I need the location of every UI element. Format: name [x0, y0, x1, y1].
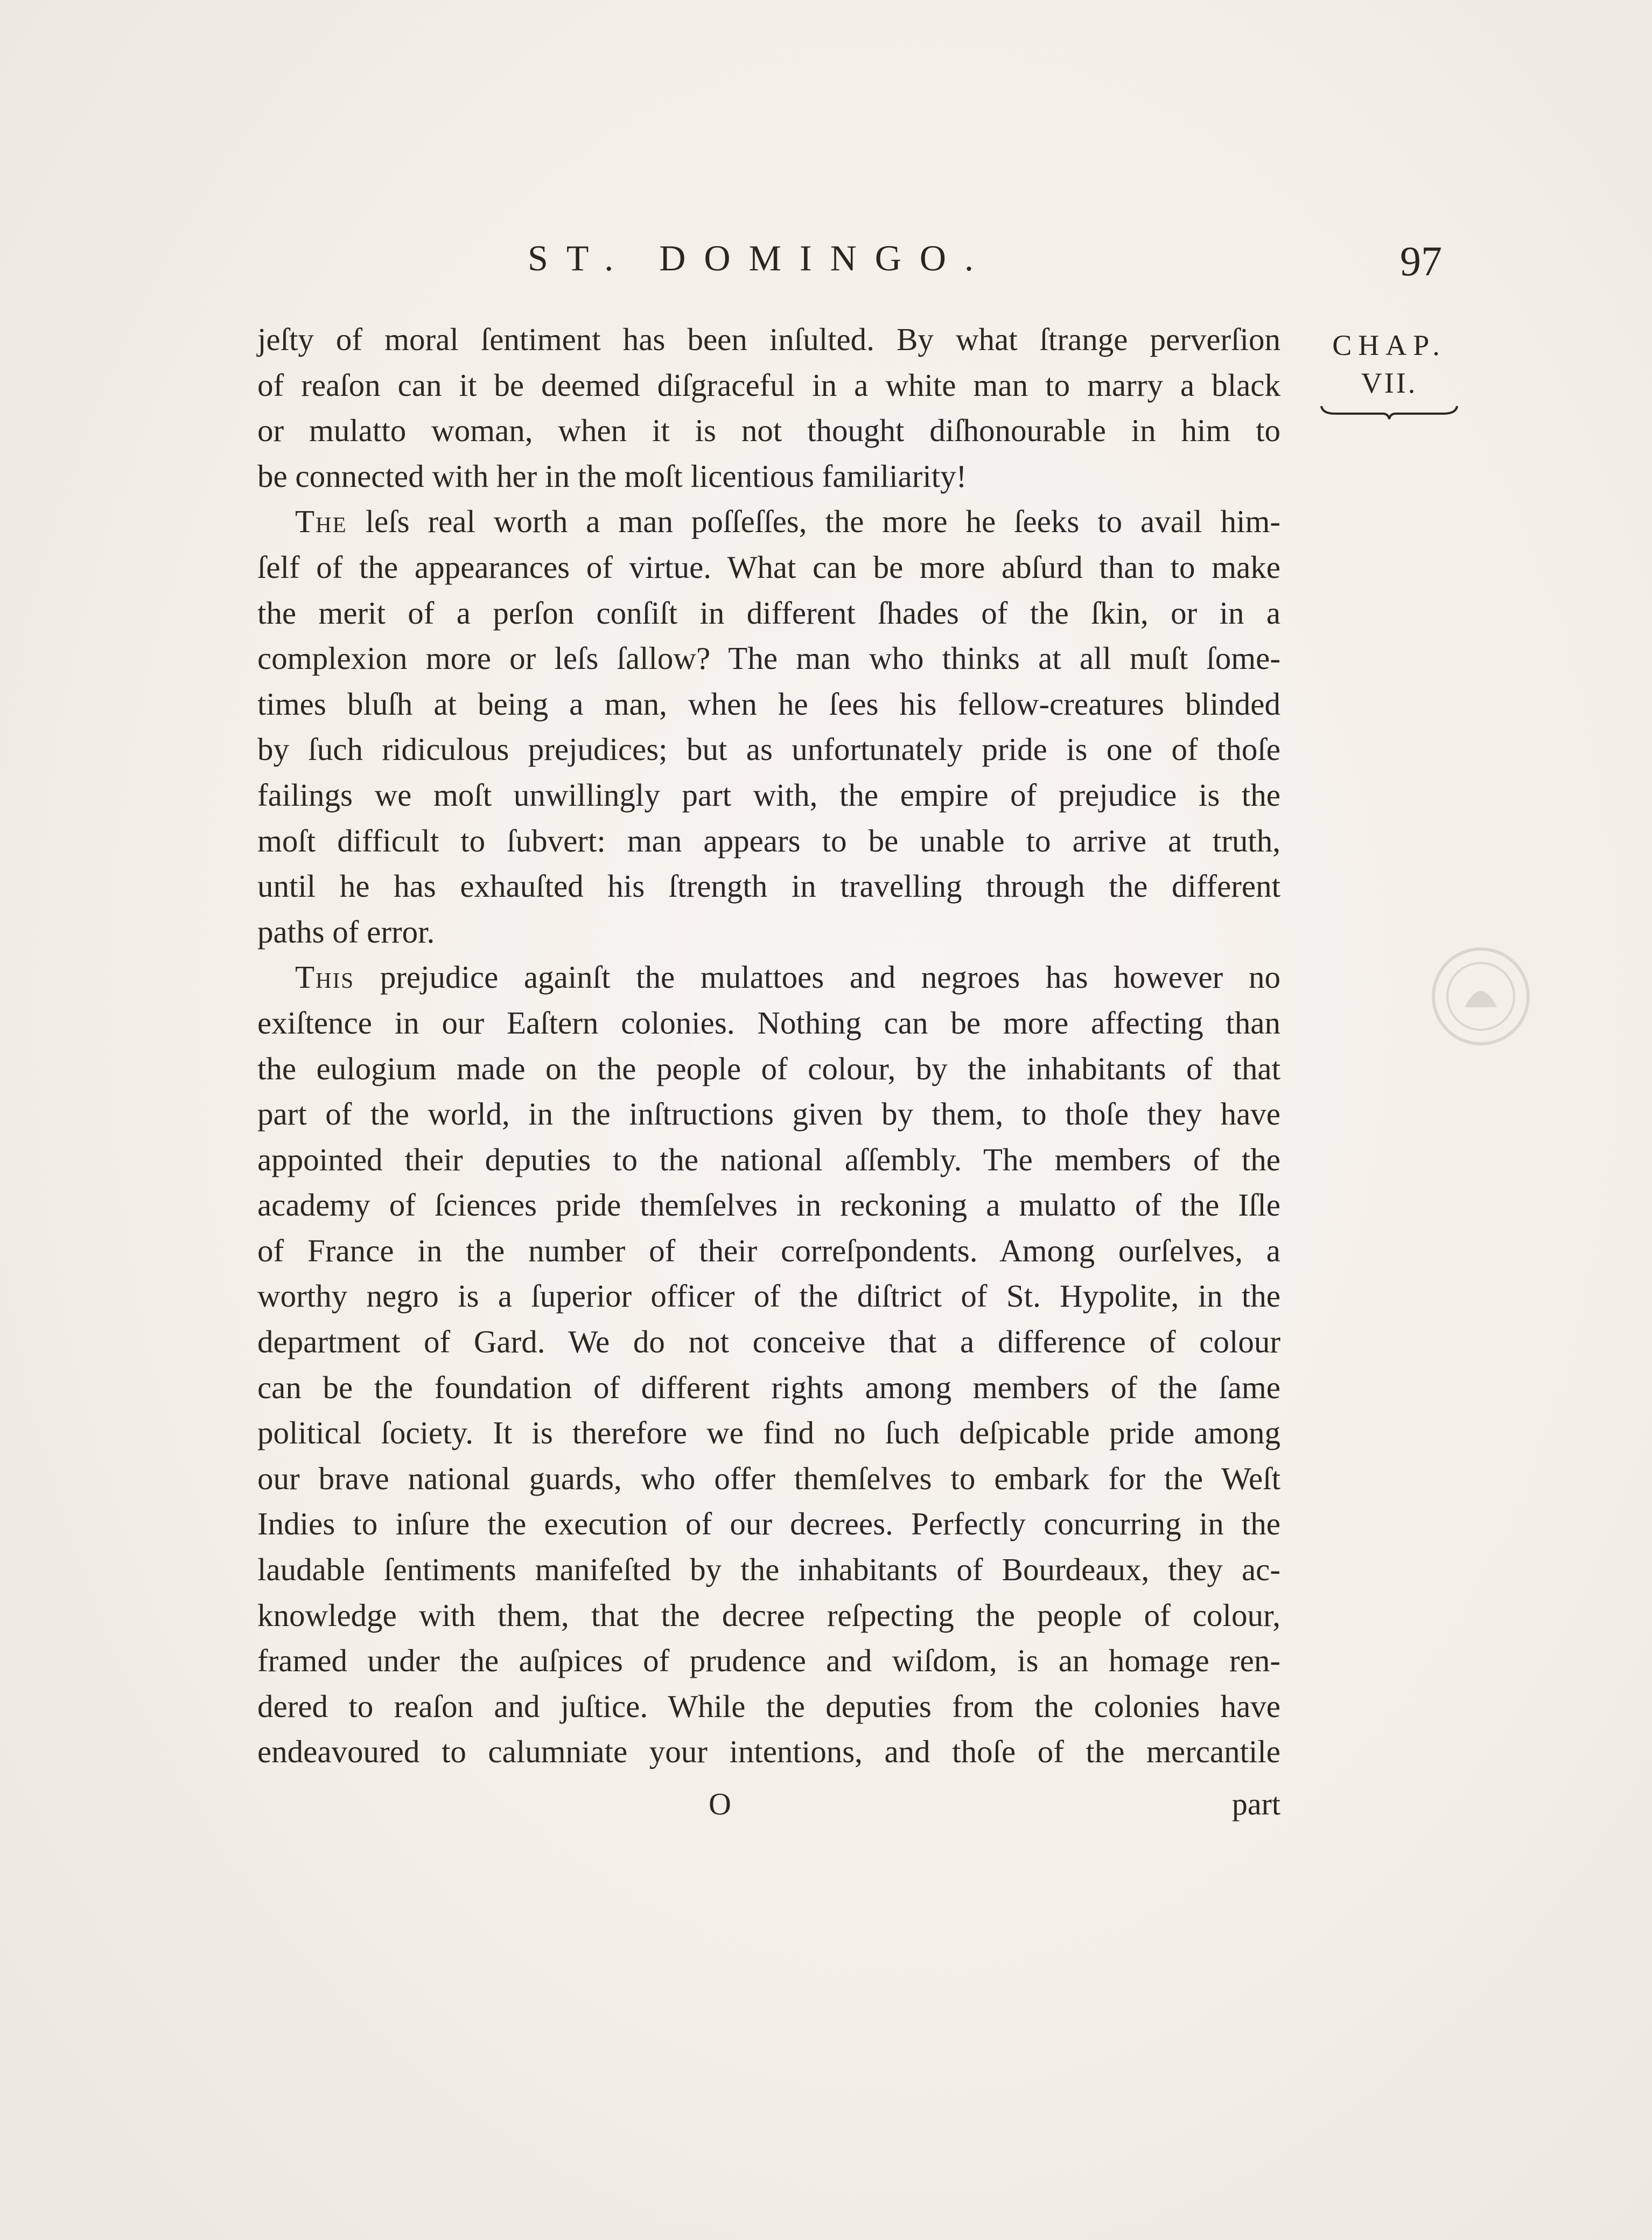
chapter-margin-note: [1314, 326, 1465, 421]
body-text: [257, 317, 1280, 1775]
text-line: paths of error.: [257, 913, 435, 950]
paragraph-lead-word: This: [295, 959, 355, 995]
text-line: academy of ſciences pride themſelves in reckoning a mulatto of the Iſle: [257, 1187, 1280, 1223]
chapter-label: CHAP.: [1332, 329, 1446, 361]
paragraph-lead-word: The: [295, 504, 347, 540]
text-line: by ſuch ridiculous prejudices; but as unfortunately pride is one of thoſe: [257, 731, 1280, 767]
text-line: the merit of a perſon conſiſt in different ſhades of the ſkin, or in a: [257, 595, 1280, 631]
library-stamp-icon: [1427, 943, 1535, 1050]
text-line: our brave national guards, who offer themſelves to embark for the Weſt: [257, 1460, 1280, 1496]
text-line: appointed their deputies to the national aſſembly. The members of the: [257, 1141, 1280, 1177]
text-line: exiſtence in our Eaſtern colonies. Nothing can be more affecting than: [257, 1004, 1280, 1041]
catchword: part: [1231, 1787, 1280, 1822]
page-footer: [257, 1786, 1280, 1829]
paragraph-start-line: [257, 499, 1280, 545]
text-line: endeavoured to calumniate your intentions, and thoſe of the mercantile: [257, 1734, 1280, 1770]
brace-ornament-icon: [1319, 403, 1459, 421]
text-line: Indies to inſure the execution of our decrees. Perfectly concurring in the: [257, 1506, 1280, 1542]
text-line: part of the world, in the inſtructions given by them, to thoſe they have: [257, 1096, 1280, 1132]
paragraph-start-line: [257, 954, 1280, 1000]
text-line: political ſociety. It is therefore we find no ſuch deſpicable pride among: [257, 1415, 1280, 1451]
text-line: ſelf of the appearances of virtue. What can be more abſurd than to make: [257, 549, 1280, 585]
text-line: the eulogium made on the people of colour, by the inhabitants of that: [257, 1050, 1280, 1086]
text-line: complexion more or leſs ſallow? The man who thinks at all muſt ſome-: [257, 640, 1280, 676]
text-line: moſt difficult to ſubvert: man appears to be unable to arrive at truth,: [257, 822, 1280, 859]
page-number: 97: [1400, 238, 1442, 284]
chapter-number: VII.: [1361, 367, 1418, 399]
text-line: times bluſh at being a man, when he ſees his fellow-creatures blinded: [257, 686, 1280, 722]
text-line: can be the foundation of different rights among members of the ſame: [257, 1369, 1280, 1405]
signature-mark: O: [709, 1787, 731, 1822]
text-line: or mulatto woman, when it is not thought diſhonourable in him to: [257, 413, 1280, 449]
text-line: failings we moſt unwillingly part with, the empire of prejudice is the: [257, 777, 1280, 813]
text-line: worthy negro is a ſuperior officer of the diſtrict of St. Hypolite, in the: [257, 1278, 1280, 1314]
text-line: department of Gard. We do not conceive that a difference of colour: [257, 1324, 1280, 1360]
text-line: framed under the auſpices of prudence and wiſdom, is an homage ren-: [257, 1643, 1280, 1679]
text-line: be connected with her in the moſt licentious familiarity!: [257, 458, 967, 494]
text-line: dered to reaſon and juſtice. While the deputies from the colonies have: [257, 1688, 1280, 1724]
text-line: until he has exhauſted his ſtrength in travelling through the different: [257, 868, 1280, 904]
text-line: jeſty of moral ſentiment has been inſulted. By what ſtrange perverſion: [257, 322, 1280, 357]
text-line: laudable ſentiments manifeſted by the inhabitants of Bourdeaux, they ac-: [257, 1552, 1280, 1588]
text-line: of reaſon can it be deemed diſgraceful in a white man to marry a black: [257, 367, 1280, 403]
text-line: of France in the number of their correſpondents. Among ourſelves, a: [257, 1232, 1280, 1268]
running-head: ST. DOMINGO.: [528, 238, 992, 278]
text-line-rest: leſs real worth a man poſſeſſes, the more he ſeeks to avail him-: [365, 504, 1280, 540]
text-line-rest: prejudice againſt the mulattoes and negroes has however no: [380, 959, 1280, 995]
text-line: knowledge with them, that the decree reſpecting the people of colour,: [257, 1597, 1280, 1633]
